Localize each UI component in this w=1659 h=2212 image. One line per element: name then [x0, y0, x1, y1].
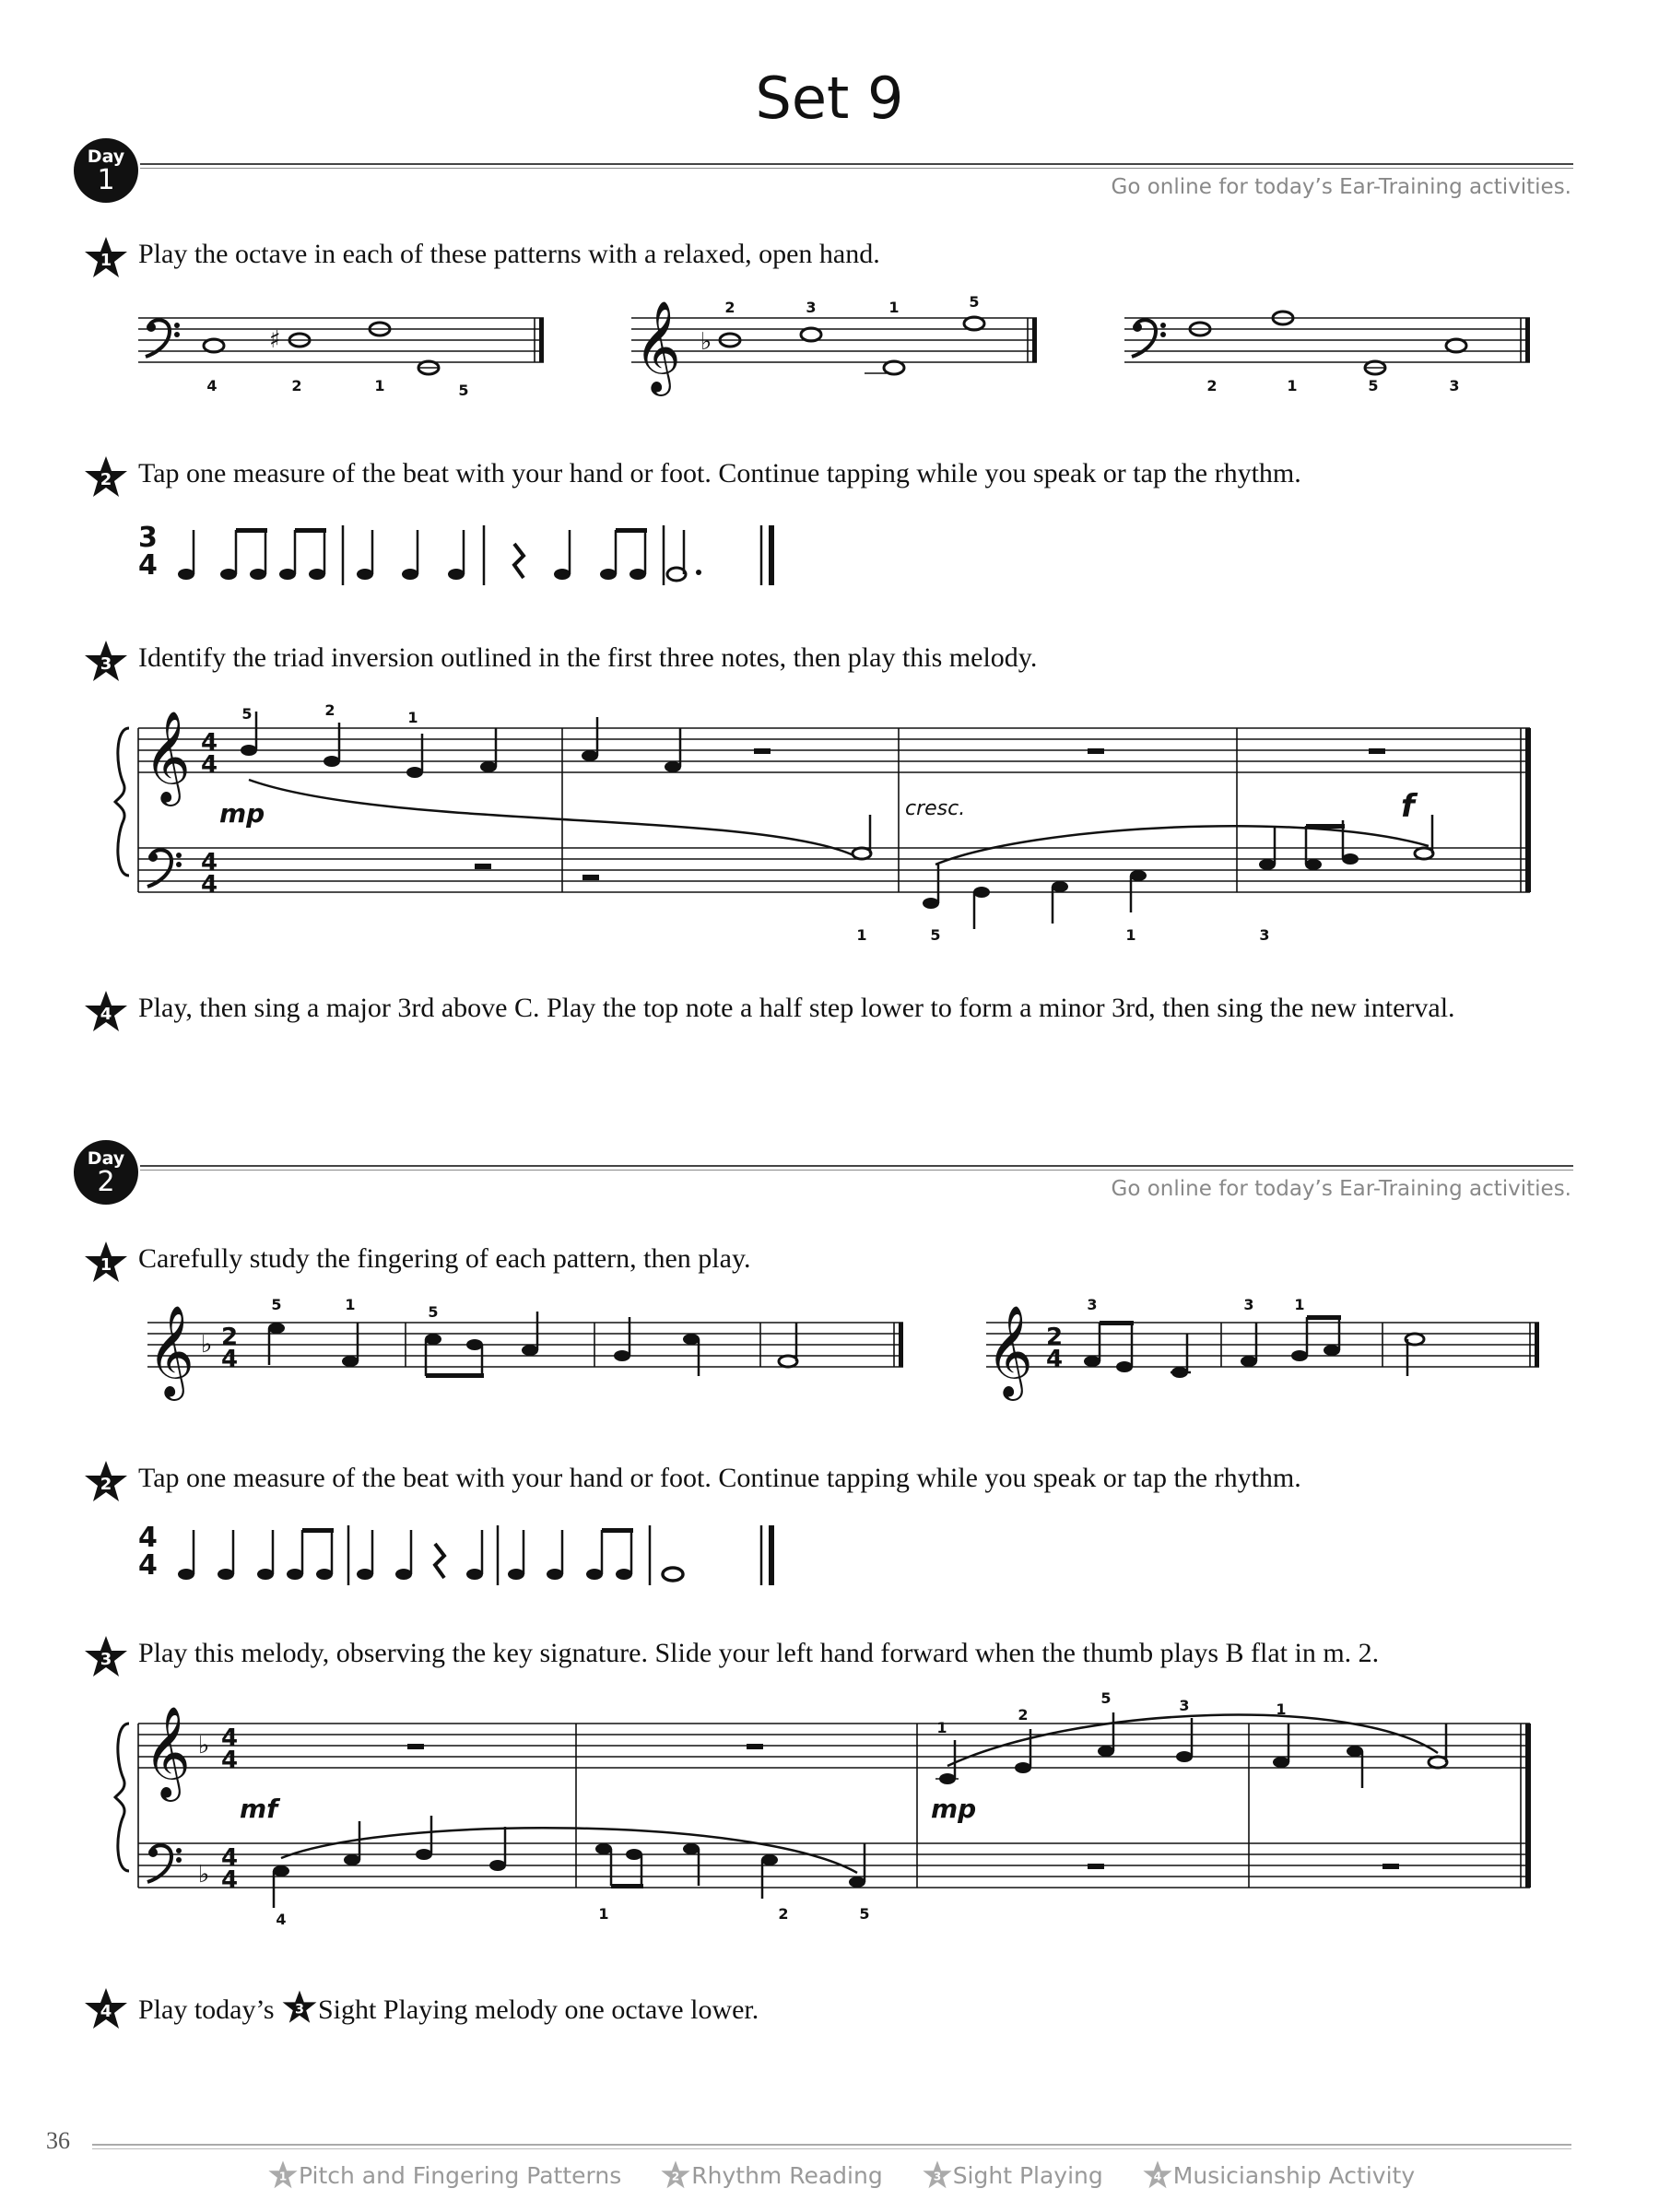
instruction-text: Play the octave in each of these patterns with a relaxed, open hand. [138, 239, 880, 269]
day-badge-number: 2 [97, 1166, 115, 1198]
fingering-number: 1 [1294, 1296, 1305, 1313]
star-3-icon [922, 2159, 953, 2191]
dynamic-mp: mp [219, 798, 265, 829]
svg-text:𝄞: 𝄞 [144, 711, 191, 803]
star-2-icon [83, 1459, 129, 1505]
fingering-number: 1 [598, 1905, 609, 1923]
fingering-number: 1 [1287, 377, 1298, 394]
svg-text:𝄞: 𝄞 [147, 1305, 194, 1397]
time-signature-top: 2 [221, 1324, 239, 1351]
fingering-number: 5 [271, 1296, 282, 1313]
star-number: 4 [1153, 2170, 1162, 2183]
flat-icon: ♭ [700, 328, 712, 356]
fingering-number: 4 [276, 1911, 287, 1928]
quarter-rest-icon [514, 544, 524, 578]
footer-rule-thin [92, 2148, 1571, 2149]
day-2-badge [74, 1140, 138, 1205]
time-signature-bottom: 4 [221, 1747, 239, 1774]
footer-rule [92, 2144, 1571, 2146]
fingering-number: 5 [458, 382, 469, 399]
fingering-number: 3 [1243, 1296, 1254, 1313]
time-signature-bottom: 4 [138, 1549, 158, 1582]
legend-item-musicianship [1142, 2159, 1415, 2191]
star-number: 2 [100, 1475, 112, 1494]
treble-clef-icon [986, 1305, 1033, 1401]
treble-clef-icon [144, 1706, 191, 1802]
star-number: 2 [100, 470, 112, 489]
fingering-number: 3 [1449, 377, 1460, 394]
flat-icon: ♭ [198, 1861, 210, 1888]
star-number: 4 [100, 1005, 112, 1024]
star-2-icon [83, 454, 129, 500]
fingering-number: 1 [407, 709, 418, 726]
instruction-text: Carefully study the fingering of each pattern, then play. [138, 1243, 751, 1274]
fingering-number: 5 [969, 293, 980, 311]
page-number: 36 [46, 2127, 70, 2154]
instruction-text: Play this melody, observing the key signature. Slide your left hand forward when the thumb plays B flat in m. 2. [138, 1638, 1380, 1668]
fingering-number: 5 [1100, 1689, 1112, 1707]
star-number: 4 [100, 2002, 112, 2021]
fingering-number: 2 [724, 299, 735, 316]
time-signature-bottom: 4 [201, 751, 218, 779]
time-signature-top: 4 [201, 849, 218, 877]
svg-text:𝄞: 𝄞 [986, 1305, 1033, 1397]
instruction-text [138, 1989, 759, 2027]
star-4-icon [1142, 2159, 1173, 2191]
star-number: 1 [278, 2170, 288, 2183]
fingering-number: 1 [856, 926, 867, 944]
legend-item-rhythm [660, 2159, 882, 2191]
legend-item-pitch [267, 2159, 621, 2191]
star-3-icon [281, 1989, 318, 2026]
star-number: 3 [100, 1650, 112, 1669]
melody-grand-staff [111, 1677, 1548, 1945]
fingering-number: 3 [806, 299, 817, 316]
fingering-number: 3 [1259, 926, 1270, 944]
treble-clef-icon [634, 300, 681, 396]
star-4-icon [83, 1986, 129, 2032]
star-3-icon [83, 639, 129, 685]
day-1-rule [140, 163, 1573, 165]
star-number: 2 [671, 2170, 680, 2183]
fingering-number: 5 [930, 926, 941, 944]
star-3-icon [83, 1634, 129, 1680]
star-2-icon [660, 2159, 691, 2191]
star-number: 1 [100, 251, 112, 270]
treble-clef-icon [147, 1305, 194, 1401]
star-1-icon [83, 235, 129, 281]
flat-icon: ♭ [198, 1732, 210, 1759]
star-number: 3 [933, 2170, 941, 2183]
star-number: 1 [100, 1255, 112, 1275]
melody-grand-staff [111, 691, 1548, 944]
treble-clef-icon [144, 711, 191, 806]
fingering-number: 2 [291, 377, 302, 394]
fingering-number: 2 [324, 701, 335, 719]
star-number: 3 [294, 2002, 305, 2018]
dynamic-f: f [1401, 788, 1415, 825]
instruction-text: Tap one measure of the beat with your hand or foot. Continue tapping while you speak or tap the rhythm. [138, 1463, 1301, 1493]
dynamic-cresc: cresc. [905, 797, 966, 820]
fingering-number: 1 [936, 1719, 947, 1736]
rhythm-line-4-4 [129, 1512, 830, 1594]
fingering-number: 5 [1368, 377, 1379, 394]
day-2-rule-thin [140, 1170, 1573, 1171]
fingering-number: 2 [778, 1905, 789, 1923]
legend-item-sight [922, 2159, 1103, 2191]
instruction-text: Tap one measure of the beat with your hand or foot. Continue tapping while you speak or tap the rhythm. [138, 458, 1301, 488]
time-signature-top: 4 [221, 1724, 239, 1752]
fingering-number: 1 [374, 377, 385, 394]
fingering-number: 5 [428, 1303, 439, 1321]
legend-label: Pitch and Fingering Patterns [299, 2161, 622, 2189]
fingering-number: 1 [345, 1296, 356, 1313]
fingering-number: 1 [1125, 926, 1136, 944]
instruction-text: Identify the triad inversion outlined in the first three notes, then play this melody. [138, 642, 1038, 673]
fingering-patterns-staff [129, 1286, 1567, 1397]
star-4-icon [83, 989, 129, 1035]
time-signature-bottom: 4 [201, 871, 218, 899]
time-signature-top: 4 [138, 1522, 158, 1554]
legend-label: Rhythm Reading [691, 2161, 883, 2189]
day-badge-word: Day [87, 1148, 125, 1169]
footer-legend [267, 2157, 1415, 2194]
fingering-number: 2 [1206, 377, 1218, 394]
instruction-text: Play, then sing a major 3rd above C. Play the top note a half step lower to form a minor 3rd, then sing the new interval. [138, 993, 1455, 1023]
star-number: 3 [100, 654, 112, 674]
star-1-icon [267, 2159, 299, 2191]
quarter-rest-icon [435, 1544, 444, 1578]
dynamic-mf: mf [240, 1794, 278, 1824]
svg-text:𝄞: 𝄞 [634, 300, 681, 393]
day-badge-word: Day [87, 147, 125, 167]
instruction-part: Play today’s [138, 1994, 275, 2025]
octave-patterns-staff [129, 290, 1567, 406]
flat-icon: ♭ [201, 1331, 213, 1359]
fingering-number: 4 [206, 377, 218, 394]
day-1-rule-thin [140, 168, 1573, 169]
fingering-number: 1 [1276, 1700, 1287, 1718]
legend-label: Sight Playing [952, 2161, 1103, 2189]
time-signature-top: 2 [1046, 1324, 1064, 1351]
fingering-number: 2 [1018, 1706, 1029, 1724]
day-1-badge [74, 138, 138, 203]
ear-training-note: Go online for today’s Ear-Training activities. [1111, 175, 1571, 199]
time-signature-top: 4 [201, 729, 218, 757]
fingering-number: 1 [888, 299, 900, 316]
time-signature-top: 4 [221, 1844, 239, 1872]
sharp-icon: ♯ [269, 326, 281, 354]
legend-label: Musicianship Activity [1172, 2161, 1416, 2189]
day-2-rule [140, 1165, 1573, 1167]
fingering-number: 5 [859, 1905, 870, 1923]
star-1-icon [83, 1240, 129, 1286]
time-signature-top: 3 [138, 522, 158, 554]
instruction-part: Sight Playing melody one octave lower. [318, 1994, 759, 2025]
fingering-number: 3 [1179, 1697, 1190, 1714]
dynamic-mp: mp [931, 1794, 977, 1824]
time-signature-bottom: 4 [1046, 1346, 1064, 1373]
rhythm-line-3-4 [129, 512, 830, 594]
time-signature-bottom: 4 [221, 1866, 239, 1894]
time-signature-bottom: 4 [221, 1346, 239, 1373]
day-badge-number: 1 [97, 164, 115, 196]
fingering-number: 3 [1087, 1296, 1098, 1313]
svg-text:𝄞: 𝄞 [144, 1706, 191, 1798]
fingering-number: 5 [241, 705, 253, 723]
page-title: Set 9 [755, 65, 904, 132]
time-signature-bottom: 4 [138, 549, 158, 582]
ear-training-note: Go online for today’s Ear-Training activities. [1111, 1177, 1571, 1201]
